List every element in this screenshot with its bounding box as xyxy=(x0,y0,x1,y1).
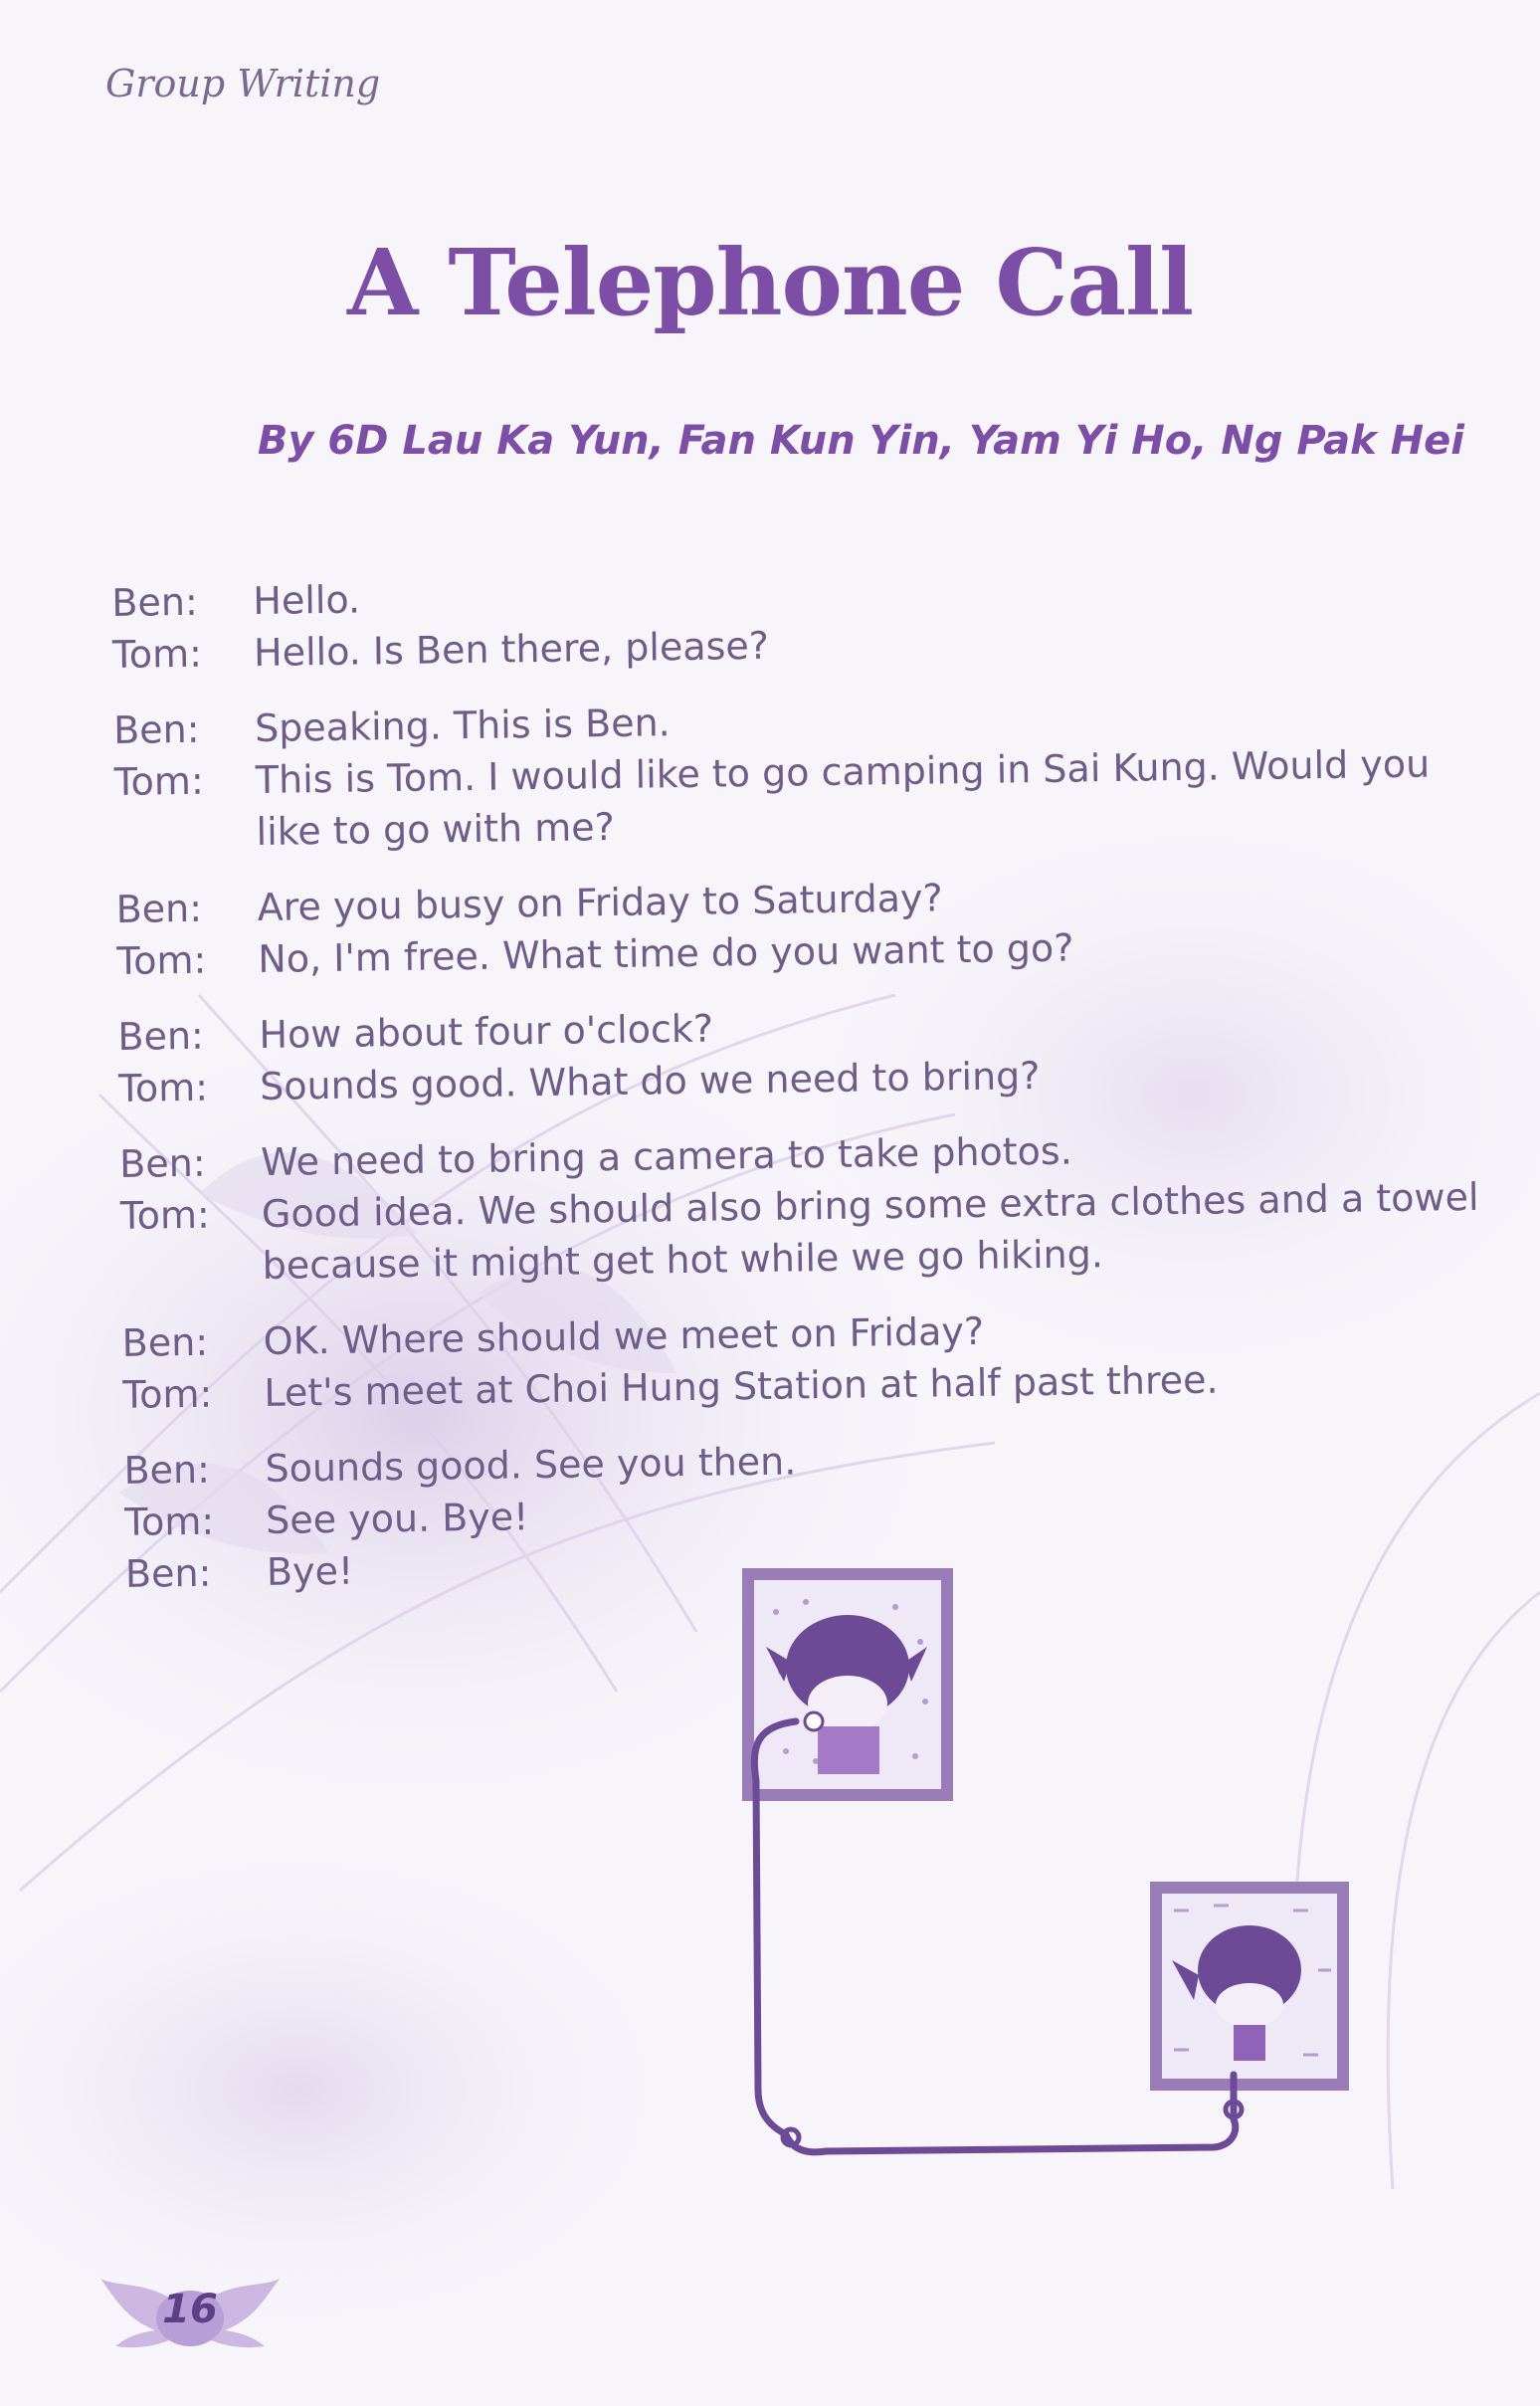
speaker-name: Tom: xyxy=(117,1065,209,1110)
speaker-name: Tom: xyxy=(119,1192,211,1238)
speech-text: This is Tom. I would like to go camping in Sai Kung. Would you like to go with me? xyxy=(255,741,1431,854)
caller-picture xyxy=(748,1574,947,1795)
speech-text: Are you busy on Friday to Saturday? xyxy=(257,876,943,929)
dialogue-exchange xyxy=(111,558,1475,681)
speaker-name: Ben: xyxy=(123,1447,211,1493)
speech-text: Good idea. We should also bring some extra clothes and a towel because it might get hot while we go hiking. xyxy=(261,1174,1479,1288)
dialogue-line xyxy=(120,1171,1484,1294)
page-number: 16 xyxy=(162,2287,218,2332)
speaker-name: Ben: xyxy=(115,886,203,931)
page-title: A Telephone Call xyxy=(346,229,1194,336)
speech-text: Sounds good. What do we need to bring? xyxy=(259,1054,1041,1108)
speech-text: Hello. xyxy=(253,577,361,624)
callee-picture xyxy=(1156,1888,1343,2085)
speaker-name: Tom: xyxy=(111,631,203,677)
speaker-name: Tom: xyxy=(123,1499,215,1544)
dialogue-exchange xyxy=(119,1119,1484,1294)
speaker-name: Ben: xyxy=(111,579,199,625)
speaker-name: Tom: xyxy=(113,758,205,804)
dialogue xyxy=(111,558,1489,1624)
speech-text: Bye! xyxy=(266,1548,354,1594)
speech-text: How about four o'clock? xyxy=(259,1006,714,1057)
speech-text: OK. Where should we meet on Friday? xyxy=(263,1308,985,1363)
speaker-name: Ben: xyxy=(117,1013,205,1059)
speech-text: Let's meet at Choi Hung Station at half past three. xyxy=(264,1357,1219,1415)
speaker-name: Ben: xyxy=(112,706,200,752)
speaker-name: Ben: xyxy=(121,1319,209,1365)
dialogue-exchange xyxy=(121,1299,1485,1421)
section-label: Group Writing xyxy=(105,62,381,105)
speech-text: Hello. Is Ben there, please? xyxy=(253,623,770,676)
dialogue-exchange xyxy=(117,992,1481,1114)
speaker-name: Tom: xyxy=(116,937,207,983)
dialogue-line xyxy=(114,737,1478,860)
speech-text: Speaking. This is Ben. xyxy=(254,701,672,751)
dialogue-exchange xyxy=(115,865,1479,987)
dialogue-exchange xyxy=(113,686,1478,860)
speech-text: See you. Bye! xyxy=(265,1495,529,1542)
speech-text: No, I'm free. What time do you want to go? xyxy=(258,925,1074,981)
speaker-name: Ben: xyxy=(118,1140,206,1186)
speech-text: Sounds good. See you then. xyxy=(265,1439,797,1491)
speaker-name: Tom: xyxy=(122,1371,213,1417)
speech-text: We need to bring a camera to take photos. xyxy=(260,1128,1073,1184)
author-byline: By 6D Lau Ka Yun, Fan Kun Yin, Yam Yi Ho, Ng Pak Hei xyxy=(257,418,1464,464)
telephone-call-illustration xyxy=(696,1552,1373,2179)
speaker-name: Ben: xyxy=(124,1550,212,1596)
